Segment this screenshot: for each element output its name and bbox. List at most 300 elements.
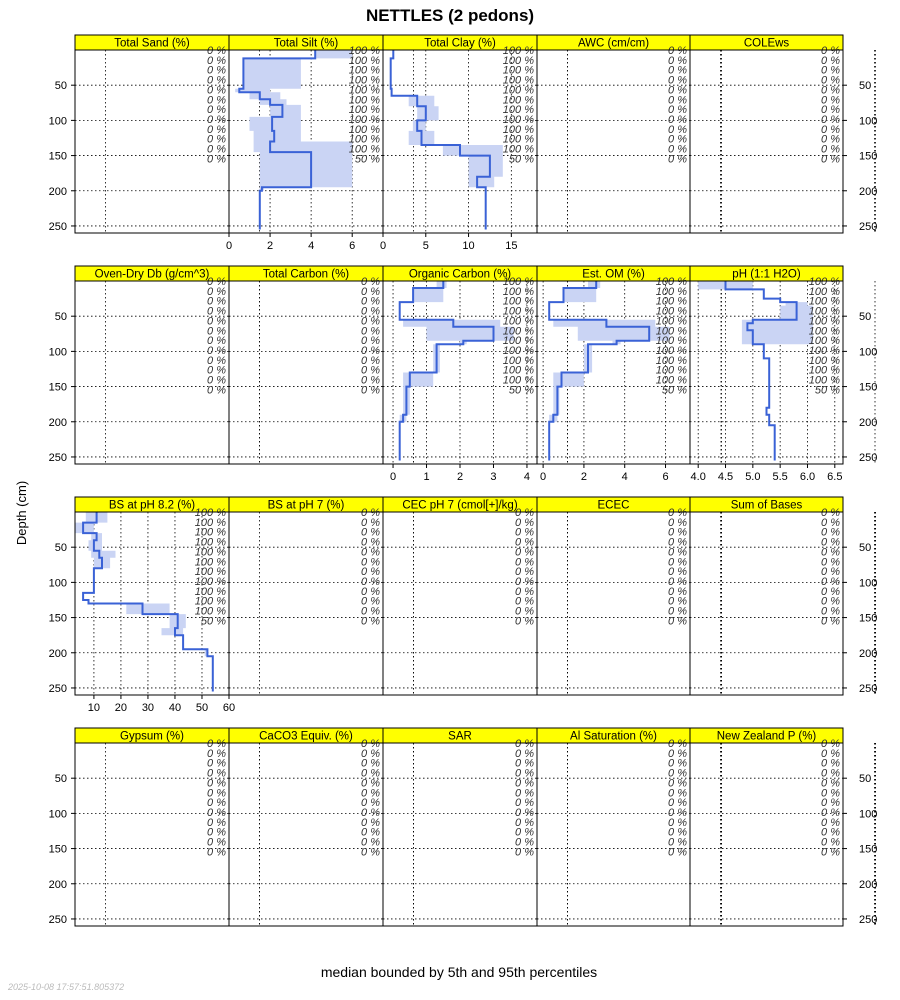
panel-al-saturation-pct-label: 0 % xyxy=(668,747,687,760)
panel-awc-cm-cm-pct-label: 0 % xyxy=(668,54,687,67)
panel-caco3-equiv-pct-label: 0 % xyxy=(361,836,380,849)
panel-organic-carbon-pct-label: 100 % xyxy=(502,295,534,308)
panel-sar-strip-label: SAR xyxy=(448,730,472,743)
panel-bs-at-ph-7-frame xyxy=(229,512,383,695)
panel-new-zealand-p-pct-label: 0 % xyxy=(821,806,840,819)
depth-tick-label-left: 150 xyxy=(48,843,67,856)
panel-ph-1-1-h2o-xtick-label: 6.5 xyxy=(827,471,843,483)
panel-est-om-pct-label: 100 % xyxy=(655,325,687,338)
panel-sar-pct-label: 0 % xyxy=(515,816,534,829)
panel-total-clay-xtick-label: 5 xyxy=(422,240,429,252)
panel-organic-carbon-pct-label: 100 % xyxy=(502,354,534,367)
panel-est-om-pct-label: 100 % xyxy=(655,374,687,387)
panel-est-om-pct-label: 100 % xyxy=(655,305,687,318)
panel-ph-1-1-h2o-xtick-label: 4.5 xyxy=(717,471,734,483)
panel-gypsum-pct-label: 0 % xyxy=(207,777,226,790)
panel-colews-pct-label: 0 % xyxy=(821,84,840,97)
panel-new-zealand-p-pct-label: 0 % xyxy=(821,747,840,760)
y-axis-label: Depth (cm) xyxy=(14,480,29,546)
panel-al-saturation-pct-label: 0 % xyxy=(668,777,687,790)
panel-total-silt-pct-label: 100 % xyxy=(348,84,380,97)
panel-total-clay-xtick-label: 15 xyxy=(505,240,518,252)
panel-sum-of-bases-pct-label: 0 % xyxy=(821,507,840,519)
panel-organic-carbon-pct-label: 100 % xyxy=(502,315,534,328)
panel-est-om-pct-label: 50 % xyxy=(661,384,687,397)
depth-tick-label-right: 50 xyxy=(859,80,872,93)
timestamp: 2025-10-08 17:57:51.805372 xyxy=(8,982,125,992)
panel-sar-frame xyxy=(383,743,537,926)
panel-total-sand-pct-label: 0 % xyxy=(207,45,226,57)
panel-total-clay-pct-label: 50 % xyxy=(508,153,534,166)
panel-bs-at-ph-7-pct-label: 0 % xyxy=(361,605,380,618)
panel-awc-cm-cm xyxy=(537,35,900,233)
panel-sar-pct-label: 0 % xyxy=(515,836,534,849)
depth-tick-label-left: 100 xyxy=(48,115,67,128)
panel-gypsum-pct-label: 0 % xyxy=(207,797,226,810)
panel-total-carbon-pct-label: 0 % xyxy=(361,305,380,318)
panel-organic-carbon-xtick-label: 4 xyxy=(523,471,531,483)
panel-caco3-equiv-pct-label: 0 % xyxy=(361,846,380,859)
panel-ecec-pct-label: 0 % xyxy=(668,585,687,598)
panel-organic-carbon-xtick-label: 0 xyxy=(389,471,397,483)
depth-tick-label-right: 200 xyxy=(859,416,878,429)
depth-tick-label-right: 50 xyxy=(859,542,872,555)
panel-organic-carbon-pct-label: 100 % xyxy=(502,364,534,377)
panel-organic-carbon xyxy=(383,266,537,483)
panel-gypsum-pct-label: 0 % xyxy=(207,767,226,780)
panel-sar-pct-label: 0 % xyxy=(515,767,534,780)
panel-cec-ph-7-cmol-kg-pct-label: 0 % xyxy=(515,615,534,628)
panel-sum-of-bases-pct-label: 0 % xyxy=(821,595,840,608)
panel-bs-at-ph-7-pct-label: 0 % xyxy=(361,546,380,559)
panel-total-silt-pct-label: 100 % xyxy=(348,54,380,67)
panel-al-saturation-pct-label: 0 % xyxy=(668,816,687,829)
panel-awc-cm-cm-pct-label: 0 % xyxy=(668,113,687,126)
panel-organic-carbon-percentile-band xyxy=(400,281,514,461)
panel-total-silt-pct-label: 100 % xyxy=(348,113,380,126)
panel-ph-1-1-h2o xyxy=(690,266,877,483)
depth-tick-label-right: 100 xyxy=(859,808,878,821)
panel-caco3-equiv-strip-label: CaCO3 Equiv. (%) xyxy=(259,730,353,743)
panel-ecec-pct-label: 0 % xyxy=(668,516,687,529)
panel-est-om xyxy=(537,266,690,483)
panel-colews-pct-label: 0 % xyxy=(821,113,840,126)
panel-total-clay-pct-label: 100 % xyxy=(502,94,534,107)
panel-total-silt-xtick-label: 6 xyxy=(349,240,356,252)
panel-total-carbon-pct-label: 0 % xyxy=(361,276,380,288)
panel-organic-carbon-pct-label: 100 % xyxy=(502,325,534,338)
panel-al-saturation-pct-label: 0 % xyxy=(668,806,687,819)
panel-est-om-pct-label: 100 % xyxy=(655,285,687,298)
panel-cec-ph-7-cmol-kg-pct-label: 0 % xyxy=(515,605,534,618)
panel-caco3-equiv-pct-label: 0 % xyxy=(361,747,380,760)
panel-organic-carbon-xtick-label: 3 xyxy=(490,471,497,483)
panel-new-zealand-p-pct-label: 0 % xyxy=(821,767,840,780)
panel-ecec-strip-label: ECEC xyxy=(597,499,630,512)
panel-total-carbon-frame xyxy=(229,281,383,464)
panel-bs-at-ph-8-2-xtick-label: 30 xyxy=(141,702,155,714)
depth-tick-label-right: 200 xyxy=(859,647,878,660)
depth-tick-label-right: 200 xyxy=(859,185,878,198)
panel-sar-pct-label: 0 % xyxy=(515,757,534,770)
depth-tick-label-right: 100 xyxy=(859,577,878,590)
panel-caco3-equiv xyxy=(229,728,878,926)
panel-sum-of-bases-pct-label: 0 % xyxy=(821,585,840,598)
panel-ph-1-1-h2o-pct-label: 100 % xyxy=(808,315,840,328)
panel-ph-1-1-h2o-pct-label: 100 % xyxy=(808,344,840,357)
panel-oven-dry-db-g-cm-3-pct-label: 0 % xyxy=(207,305,226,318)
panel-total-sand-pct-label: 0 % xyxy=(207,133,226,146)
panel-total-silt-pct-label: 100 % xyxy=(348,74,380,87)
panel-total-clay-pct-label: 100 % xyxy=(502,74,534,87)
panel-colews-pct-label: 0 % xyxy=(821,74,840,87)
panel-new-zealand-p-strip-label: New Zealand P (%) xyxy=(716,730,817,743)
panel-total-silt-pct-label: 100 % xyxy=(348,64,380,77)
panel-bs-at-ph-8-2-xtick-label: 20 xyxy=(114,702,128,714)
panel-organic-carbon-pct-label: 100 % xyxy=(502,374,534,387)
panel-bs-at-ph-7-pct-label: 0 % xyxy=(361,536,380,549)
depth-tick-label-left: 200 xyxy=(48,416,67,429)
depth-tick-label-right: 250 xyxy=(859,682,878,695)
panel-est-om-pct-label: 100 % xyxy=(655,364,687,377)
panel-total-clay-strip-label: Total Clay (%) xyxy=(424,37,496,50)
panel-total-sand-pct-label: 0 % xyxy=(207,94,226,107)
panel-total-silt-percentile-band xyxy=(235,50,352,230)
panel-ph-1-1-h2o-pct-label: 100 % xyxy=(808,354,840,367)
panel-ecec-pct-label: 0 % xyxy=(668,546,687,559)
panel-cec-ph-7-cmol-kg-pct-label: 0 % xyxy=(515,585,534,598)
panel-total-sand-pct-label: 0 % xyxy=(207,153,226,166)
panel-est-om-median-line xyxy=(549,281,649,461)
panel-bs-at-ph-8-2-pct-label: 100 % xyxy=(194,556,226,569)
panel-oven-dry-db-g-cm-3-pct-label: 0 % xyxy=(207,344,226,357)
panel-total-silt-pct-label: 100 % xyxy=(348,45,380,57)
panel-colews-pct-label: 0 % xyxy=(821,54,840,67)
panel-caco3-equiv-frame xyxy=(229,743,383,926)
panel-awc-cm-cm-pct-label: 0 % xyxy=(668,94,687,107)
panel-ph-1-1-h2o-pct-label: 100 % xyxy=(808,285,840,298)
panel-sum-of-bases-pct-label: 0 % xyxy=(821,605,840,618)
panel-bs-at-ph-7-pct-label: 0 % xyxy=(361,507,380,519)
panel-total-sand-strip-label: Total Sand (%) xyxy=(114,37,190,50)
panel-oven-dry-db-g-cm-3-pct-label: 0 % xyxy=(207,364,226,377)
depth-tick-label-left: 250 xyxy=(48,913,67,926)
panel-organic-carbon-pct-label: 100 % xyxy=(502,344,534,357)
panel-total-sand-pct-label: 0 % xyxy=(207,123,226,136)
panel-est-om-pct-label: 100 % xyxy=(655,354,687,367)
panel-bs-at-ph-8-2 xyxy=(49,497,235,714)
panel-sum-of-bases-pct-label: 0 % xyxy=(821,615,840,628)
panel-awc-cm-cm-pct-label: 0 % xyxy=(668,143,687,156)
panel-ph-1-1-h2o-pct-label: 50 % xyxy=(814,384,840,397)
panel-ph-1-1-h2o-xtick-label: 6.0 xyxy=(799,471,816,483)
panel-new-zealand-p-pct-label: 0 % xyxy=(821,738,840,750)
panel-al-saturation-pct-label: 0 % xyxy=(668,787,687,800)
panel-cec-ph-7-cmol-kg-pct-label: 0 % xyxy=(515,546,534,559)
panel-total-silt-pct-label: 100 % xyxy=(348,143,380,156)
panel-caco3-equiv-pct-label: 0 % xyxy=(361,738,380,750)
panel-total-silt-strip-label: Total Silt (%) xyxy=(273,37,339,50)
panel-al-saturation xyxy=(537,728,900,926)
panel-oven-dry-db-g-cm-3-pct-label: 0 % xyxy=(207,285,226,298)
depth-tick-label-left: 150 xyxy=(48,150,67,163)
depth-tick-label-right: 150 xyxy=(859,150,878,163)
panel-new-zealand-p-pct-label: 0 % xyxy=(821,757,840,770)
panel-total-sand-pct-label: 0 % xyxy=(207,84,226,97)
panel-bs-at-ph-7-pct-label: 0 % xyxy=(361,575,380,588)
panel-gypsum-pct-label: 0 % xyxy=(207,738,226,750)
panel-sar-pct-label: 0 % xyxy=(515,747,534,760)
panel-total-clay-xtick-label: 10 xyxy=(462,240,475,252)
panel-total-carbon-pct-label: 0 % xyxy=(361,344,380,357)
panel-bs-at-ph-7-pct-label: 0 % xyxy=(361,595,380,608)
panel-total-silt-pct-label: 100 % xyxy=(348,123,380,136)
panel-ph-1-1-h2o-pct-label: 100 % xyxy=(808,295,840,308)
panel-total-silt-pct-label: 100 % xyxy=(348,94,380,107)
panel-oven-dry-db-g-cm-3-pct-label: 0 % xyxy=(207,315,226,328)
panel-total-sand-frame xyxy=(75,50,229,233)
panel-awc-cm-cm-pct-label: 0 % xyxy=(668,123,687,136)
panel-total-clay-xtick-label: 0 xyxy=(379,240,387,252)
panel-total-clay-pct-label: 100 % xyxy=(502,104,534,117)
panel-bs-at-ph-7-pct-label: 0 % xyxy=(361,566,380,579)
panel-total-carbon-pct-label: 0 % xyxy=(361,354,380,367)
panel-total-clay-pct-label: 100 % xyxy=(502,113,534,126)
panel-gypsum-pct-label: 0 % xyxy=(207,757,226,770)
panel-total-carbon-pct-label: 0 % xyxy=(361,295,380,308)
depth-tick-label-right: 250 xyxy=(859,220,878,233)
panel-cec-ph-7-cmol-kg-frame xyxy=(383,512,537,695)
depth-tick-label-left: 100 xyxy=(48,577,67,590)
panel-est-om-pct-label: 100 % xyxy=(655,295,687,308)
panel-bs-at-ph-7-strip-label: BS at pH 7 (%) xyxy=(267,499,345,512)
panel-organic-carbon-xtick-label: 2 xyxy=(456,471,464,483)
panel-grid xyxy=(49,35,900,926)
panel-total-clay-pct-label: 100 % xyxy=(502,143,534,156)
panel-total-silt xyxy=(226,35,383,252)
panel-bs-at-ph-7 xyxy=(229,497,878,695)
panel-sum-of-bases-pct-label: 0 % xyxy=(821,516,840,529)
panel-ph-1-1-h2o-xtick-label: 5.5 xyxy=(772,471,788,483)
depth-tick-label-left: 100 xyxy=(48,808,67,821)
panel-organic-carbon-pct-label: 50 % xyxy=(508,384,534,397)
depth-tick-label-left: 250 xyxy=(48,682,67,695)
panel-al-saturation-pct-label: 0 % xyxy=(668,846,687,859)
panel-total-clay-pct-label: 100 % xyxy=(502,133,534,146)
panel-new-zealand-p-pct-label: 0 % xyxy=(821,797,840,810)
panel-est-om-xtick-label: 0 xyxy=(540,471,547,483)
panel-al-saturation-pct-label: 0 % xyxy=(668,757,687,770)
panel-total-sand-pct-label: 0 % xyxy=(207,113,226,126)
panel-cec-ph-7-cmol-kg-pct-label: 0 % xyxy=(515,556,534,569)
panel-total-clay xyxy=(380,35,537,252)
panel-colews-strip-label: COLEws xyxy=(743,37,790,50)
panel-new-zealand-p-pct-label: 0 % xyxy=(821,787,840,800)
panel-colews-pct-label: 0 % xyxy=(821,133,840,146)
footer-caption: median bounded by 5th and 95th percentiles xyxy=(320,964,598,980)
panel-total-silt-pct-label: 50 % xyxy=(354,153,380,166)
panel-ph-1-1-h2o-pct-label: 100 % xyxy=(808,364,840,377)
panel-new-zealand-p-pct-label: 0 % xyxy=(821,777,840,790)
panel-oven-dry-db-g-cm-3-pct-label: 0 % xyxy=(207,354,226,367)
panel-ph-1-1-h2o-pct-label: 100 % xyxy=(808,374,840,387)
panel-bs-at-ph-8-2-pct-label: 100 % xyxy=(194,516,226,529)
panel-bs-at-ph-7-pct-label: 0 % xyxy=(361,556,380,569)
panel-est-om-xtick-label: 4 xyxy=(621,471,628,483)
panel-ecec-pct-label: 0 % xyxy=(668,536,687,549)
panel-cec-ph-7-cmol-kg-pct-label: 0 % xyxy=(515,526,534,539)
panel-sum-of-bases-pct-label: 0 % xyxy=(821,536,840,549)
panel-awc-cm-cm-pct-label: 0 % xyxy=(668,84,687,97)
panel-organic-carbon-strip-label: Organic Carbon (%) xyxy=(408,268,512,281)
panel-total-carbon-pct-label: 0 % xyxy=(361,364,380,377)
panel-caco3-equiv-pct-label: 0 % xyxy=(361,787,380,800)
panel-sar-pct-label: 0 % xyxy=(515,797,534,810)
panel-al-saturation-pct-label: 0 % xyxy=(668,738,687,750)
panel-total-carbon-pct-label: 0 % xyxy=(361,384,380,397)
panel-est-om-pct-label: 100 % xyxy=(655,344,687,357)
panel-al-saturation-pct-label: 0 % xyxy=(668,826,687,839)
panel-sum-of-bases-pct-label: 0 % xyxy=(821,546,840,559)
panel-est-om-xtick-label: 6 xyxy=(662,471,669,483)
panel-sar-pct-label: 0 % xyxy=(515,738,534,750)
panel-total-silt-pct-label: 100 % xyxy=(348,133,380,146)
panel-total-clay-pct-label: 100 % xyxy=(502,54,534,67)
panel-oven-dry-db-g-cm-3-frame xyxy=(75,281,229,464)
panel-bs-at-ph-8-2-xtick-label: 50 xyxy=(195,702,209,714)
panel-total-sand xyxy=(49,35,721,233)
panel-sar-pct-label: 0 % xyxy=(515,846,534,859)
depth-tick-label-right: 100 xyxy=(859,346,878,359)
panel-cec-ph-7-cmol-kg-pct-label: 0 % xyxy=(515,595,534,608)
panel-oven-dry-db-g-cm-3 xyxy=(49,266,721,464)
panel-caco3-equiv-pct-label: 0 % xyxy=(361,797,380,810)
depth-tick-label-left: 50 xyxy=(54,80,67,93)
panel-total-clay-pct-label: 100 % xyxy=(502,123,534,136)
panel-ph-1-1-h2o-pct-label: 100 % xyxy=(808,305,840,318)
panel-caco3-equiv-pct-label: 0 % xyxy=(361,767,380,780)
panel-total-carbon-pct-label: 0 % xyxy=(361,374,380,387)
panel-gypsum-pct-label: 0 % xyxy=(207,846,226,859)
panel-ph-1-1-h2o-pct-label: 100 % xyxy=(808,276,840,288)
panel-bs-at-ph-7-pct-label: 0 % xyxy=(361,516,380,529)
panel-colews-pct-label: 0 % xyxy=(821,64,840,77)
panel-total-sand-pct-label: 0 % xyxy=(207,54,226,67)
depth-tick-label-right: 50 xyxy=(859,311,872,324)
depth-tick-label-left: 200 xyxy=(48,647,67,660)
panel-gypsum-frame xyxy=(75,743,229,926)
panel-cec-ph-7-cmol-kg-pct-label: 0 % xyxy=(515,507,534,519)
panel-colews-pct-label: 0 % xyxy=(821,94,840,107)
panel-caco3-equiv-pct-label: 0 % xyxy=(361,806,380,819)
panel-colews-pct-label: 0 % xyxy=(821,104,840,117)
depth-tick-label-left: 250 xyxy=(48,220,67,233)
depth-tick-label-right: 150 xyxy=(859,381,878,394)
panel-oven-dry-db-g-cm-3-pct-label: 0 % xyxy=(207,384,226,397)
panel-total-silt-pct-label: 100 % xyxy=(348,104,380,117)
depth-tick-label-right: 100 xyxy=(859,115,878,128)
panel-al-saturation-pct-label: 0 % xyxy=(668,767,687,780)
depth-tick-label-left: 50 xyxy=(54,542,67,555)
panel-colews-pct-label: 0 % xyxy=(821,45,840,57)
panel-sar-pct-label: 0 % xyxy=(515,777,534,790)
panel-caco3-equiv-pct-label: 0 % xyxy=(361,777,380,790)
panel-bs-at-ph-8-2-pct-label: 100 % xyxy=(194,536,226,549)
panel-ecec-pct-label: 0 % xyxy=(668,566,687,579)
panel-oven-dry-db-g-cm-3-pct-label: 0 % xyxy=(207,325,226,338)
panel-gypsum xyxy=(49,728,721,926)
depth-tick-label-left: 50 xyxy=(54,311,67,324)
depth-tick-label-right: 250 xyxy=(859,451,878,464)
panel-new-zealand-p-pct-label: 0 % xyxy=(821,846,840,859)
panel-sar-pct-label: 0 % xyxy=(515,787,534,800)
panel-al-saturation-strip-label: Al Saturation (%) xyxy=(570,730,657,743)
panel-est-om-pct-label: 100 % xyxy=(655,276,687,288)
panel-total-carbon-pct-label: 0 % xyxy=(361,335,380,348)
panel-gypsum-pct-label: 0 % xyxy=(207,836,226,849)
panel-bs-at-ph-8-2-pct-label: 50 % xyxy=(200,615,226,628)
panel-awc-cm-cm-pct-label: 0 % xyxy=(668,74,687,87)
panel-awc-cm-cm-pct-label: 0 % xyxy=(668,104,687,117)
panel-organic-carbon-pct-label: 100 % xyxy=(502,285,534,298)
panel-total-sand-pct-label: 0 % xyxy=(207,104,226,117)
panel-bs-at-ph-8-2-pct-label: 100 % xyxy=(194,605,226,618)
panel-ecec-pct-label: 0 % xyxy=(668,595,687,608)
panel-organic-carbon-pct-label: 100 % xyxy=(502,276,534,288)
panel-ph-1-1-h2o-strip-label: pH (1:1 H2O) xyxy=(732,268,801,281)
panel-bs-at-ph-8-2-pct-label: 100 % xyxy=(194,566,226,579)
depth-tick-label-right: 50 xyxy=(859,773,872,786)
panel-bs-at-ph-8-2-pct-label: 100 % xyxy=(194,575,226,588)
panel-caco3-equiv-pct-label: 0 % xyxy=(361,826,380,839)
panel-total-silt-xtick-label: 0 xyxy=(225,240,233,252)
depth-tick-label-left: 100 xyxy=(48,346,67,359)
panel-organic-carbon-xtick-label: 1 xyxy=(423,471,430,483)
depth-tick-label-left: 200 xyxy=(48,185,67,198)
panel-ecec-pct-label: 0 % xyxy=(668,615,687,628)
panel-oven-dry-db-g-cm-3-strip-label: Oven-Dry Db (g/cm^3) xyxy=(94,268,210,281)
depth-tick-label-left: 150 xyxy=(48,381,67,394)
panel-total-clay-pct-label: 100 % xyxy=(502,64,534,77)
panel-ecec-pct-label: 0 % xyxy=(668,575,687,588)
panel-total-sand-pct-label: 0 % xyxy=(207,74,226,87)
panel-bs-at-ph-8-2-pct-label: 100 % xyxy=(194,546,226,559)
panel-ecec-pct-label: 0 % xyxy=(668,526,687,539)
panel-total-carbon xyxy=(229,266,878,464)
panel-total-silt-xtick-label: 4 xyxy=(308,240,315,252)
panel-new-zealand-p-pct-label: 0 % xyxy=(821,816,840,829)
panel-awc-cm-cm-pct-label: 0 % xyxy=(668,133,687,146)
panel-gypsum-pct-label: 0 % xyxy=(207,826,226,839)
panel-new-zealand-p-pct-label: 0 % xyxy=(821,836,840,849)
panel-bs-at-ph-8-2-xtick-label: 10 xyxy=(87,702,101,714)
panel-ecec-pct-label: 0 % xyxy=(668,507,687,519)
panel-organic-carbon-pct-label: 100 % xyxy=(502,305,534,318)
panel-ecec-pct-label: 0 % xyxy=(668,556,687,569)
panel-bs-at-ph-8-2-strip-label: BS at pH 8.2 (%) xyxy=(108,499,196,512)
panel-awc-cm-cm-strip-label: AWC (cm/cm) xyxy=(577,37,650,50)
panel-gypsum-strip-label: Gypsum (%) xyxy=(120,730,184,743)
panel-est-om-xtick-label: 2 xyxy=(580,471,587,483)
panel-sum-of-bases-strip-label: Sum of Bases xyxy=(730,499,803,512)
panel-oven-dry-db-g-cm-3-pct-label: 0 % xyxy=(207,276,226,288)
panel-sar-pct-label: 0 % xyxy=(515,806,534,819)
panel-total-clay-pct-label: 100 % xyxy=(502,45,534,57)
panel-est-om-pct-label: 100 % xyxy=(655,315,687,328)
panel-est-om-strip-label: Est. OM (%) xyxy=(582,268,645,281)
panel-sum-of-bases-pct-label: 0 % xyxy=(821,575,840,588)
panel-cec-ph-7-cmol-kg-pct-label: 0 % xyxy=(515,575,534,588)
